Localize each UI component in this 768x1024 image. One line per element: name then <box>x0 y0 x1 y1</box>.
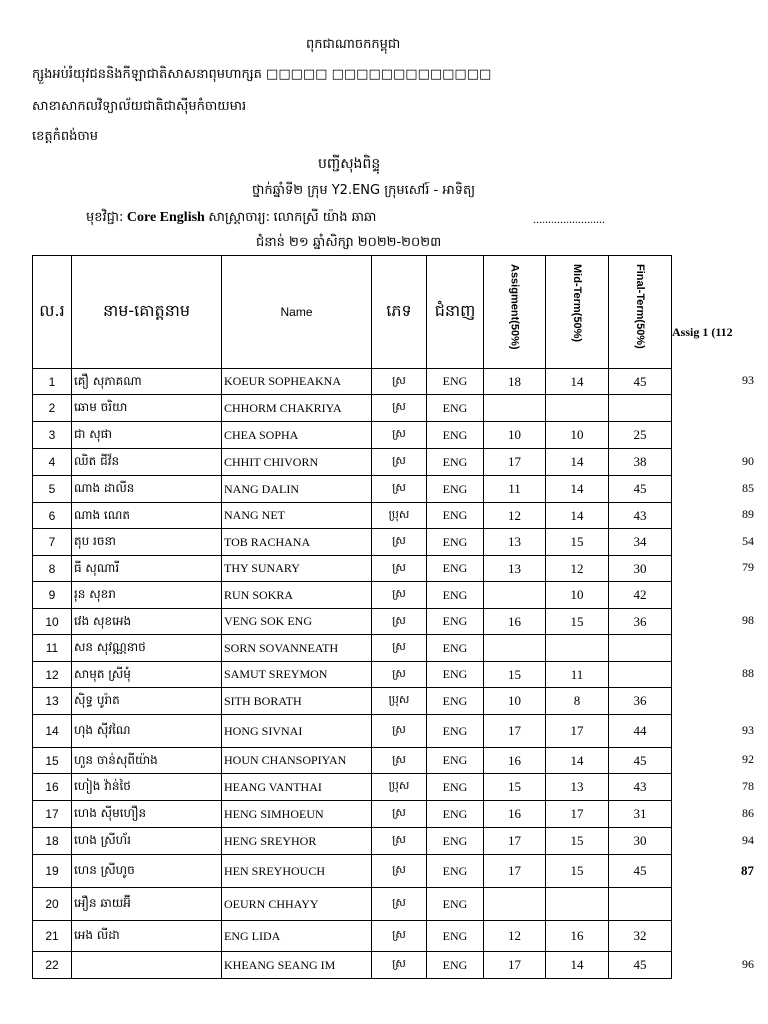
skill-cell: ENG <box>427 503 484 529</box>
skill-cell: ENG <box>427 688 484 715</box>
sex-cell: ស្រ <box>372 556 427 582</box>
academic-year-line: ជំនាន់ ២១ ឆ្នាំសិក្សា ២០២២-២០២៣ <box>256 235 442 250</box>
row-number: 7 <box>33 529 72 556</box>
table-row <box>33 828 672 855</box>
assignment-score-cell: 16 <box>484 609 546 635</box>
assig-extra-value: 88 <box>742 666 754 680</box>
assignment-score-cell: 17 <box>484 828 546 855</box>
student-name-cell: CHHORM CHAKRIYA <box>222 395 372 422</box>
khmer-name-cell: ហេង ស៊ីមហឿន <box>72 801 222 828</box>
assignment-header-label: Assigment(50%) <box>508 264 521 350</box>
midterm-score-cell: 8 <box>546 688 609 715</box>
assignment-score-cell: 13 <box>484 529 546 556</box>
table-row <box>33 888 672 921</box>
final-score-cell: 45 <box>609 748 672 774</box>
midterm-score-cell: 15 <box>546 529 609 556</box>
assignment-score-cell: 16 <box>484 748 546 774</box>
final-score-cell: 38 <box>609 449 672 476</box>
table-row <box>33 395 672 422</box>
skill-cell: ENG <box>427 582 484 609</box>
midterm-score-cell: 14 <box>546 476 609 503</box>
final-score-cell <box>609 662 672 688</box>
khmer-name-cell: ហេង ស្រីហ័រ <box>72 828 222 855</box>
skill-cell: ENG <box>427 609 484 635</box>
khmer-name-cell: ហុង ស៊ីវណៃ <box>72 715 222 748</box>
student-name-cell: SAMUT SREYMON <box>222 662 372 688</box>
sex-cell: ស្រ <box>372 422 427 449</box>
table-row <box>33 748 672 774</box>
final-score-cell: 25 <box>609 422 672 449</box>
midterm-score-cell: 12 <box>546 556 609 582</box>
dotted-line: ........................ <box>533 212 605 226</box>
final-score-cell <box>609 888 672 921</box>
assignment-score-cell: 18 <box>484 369 546 395</box>
table-row <box>33 855 672 888</box>
sex-cell: ស្រ <box>372 888 427 921</box>
row-number: 12 <box>33 662 72 688</box>
table-row <box>33 635 672 662</box>
assig-extra-value: 98 <box>742 613 754 627</box>
assignment-score-cell: 16 <box>484 801 546 828</box>
skill-cell: ENG <box>427 395 484 422</box>
student-name-cell: HENG SIMHOEUN <box>222 801 372 828</box>
student-name-cell: HENG SREYHOR <box>222 828 372 855</box>
subject-line <box>86 209 376 227</box>
row-number: 11 <box>33 635 72 662</box>
kingdom-heading: ពុកជាណាចកកម្ពុជា <box>306 37 401 52</box>
assig-extra-value: 87 <box>741 863 754 878</box>
final-score-cell: 31 <box>609 801 672 828</box>
student-name-cell: HOUN CHANSOPIYAN <box>222 748 372 774</box>
table-row <box>33 952 672 979</box>
table-row <box>33 556 672 582</box>
student-name-cell: NANG NET <box>222 503 372 529</box>
row-number: 21 <box>33 921 72 952</box>
skill-cell: ENG <box>427 952 484 979</box>
skill-cell: ENG <box>427 748 484 774</box>
sex-cell: ស្រ <box>372 609 427 635</box>
assignment-score-cell <box>484 582 546 609</box>
final-score-cell: 42 <box>609 582 672 609</box>
assig-extra-value: 94 <box>742 833 754 847</box>
assignment-score-cell <box>484 395 546 422</box>
student-name-cell: HEN SREYHOUCH <box>222 855 372 888</box>
province-heading: ខេត្តកំពង់ចាម <box>32 129 99 144</box>
assignment-score-cell: 15 <box>484 662 546 688</box>
col-midterm-header <box>546 256 609 369</box>
midterm-score-cell <box>546 395 609 422</box>
midterm-score-cell: 14 <box>546 449 609 476</box>
final-score-cell: 45 <box>609 369 672 395</box>
row-number: 20 <box>33 888 72 921</box>
assig-extra-value: 92 <box>742 752 754 766</box>
assig-extra-value: 85 <box>742 481 754 495</box>
assignment-score-cell: 10 <box>484 422 546 449</box>
sex-cell: ស្រ <box>372 715 427 748</box>
sex-cell: ស្រ <box>372 921 427 952</box>
khmer-name-cell: រុន សុខរា <box>72 582 222 609</box>
student-name-cell: HEANG VANTHAI <box>222 774 372 801</box>
midterm-score-cell: 17 <box>546 715 609 748</box>
table-row <box>33 921 672 952</box>
khmer-name-cell: ឆោម ចរិយា <box>72 395 222 422</box>
skill-cell: ENG <box>427 635 484 662</box>
table-header-row <box>33 256 672 369</box>
student-name-cell: HONG SIVNAI <box>222 715 372 748</box>
final-score-cell: 32 <box>609 921 672 952</box>
table-row <box>33 609 672 635</box>
col-skill-header: ជំនាញ <box>427 256 484 369</box>
skill-cell: ENG <box>427 715 484 748</box>
table-row <box>33 715 672 748</box>
midterm-score-cell: 15 <box>546 855 609 888</box>
assig-extra-value: 90 <box>742 454 754 468</box>
col-assignment-header <box>484 256 546 369</box>
student-name-cell: TOB RACHANA <box>222 529 372 556</box>
khmer-name-cell: សន សុវណ្ណនាថ <box>72 635 222 662</box>
row-number: 3 <box>33 422 72 449</box>
khmer-name-cell: វេង សុខអេង <box>72 609 222 635</box>
student-name-cell: NANG DALIN <box>222 476 372 503</box>
final-score-cell <box>609 395 672 422</box>
table-row <box>33 662 672 688</box>
final-score-cell: 30 <box>609 828 672 855</box>
khmer-name-cell: សាមុត ស្រីមុំ <box>72 662 222 688</box>
final-score-cell: 34 <box>609 529 672 556</box>
midterm-score-cell: 16 <box>546 921 609 952</box>
sex-cell: ស្រ <box>372 369 427 395</box>
assignment-score-cell: 17 <box>484 952 546 979</box>
final-score-cell: 43 <box>609 774 672 801</box>
khmer-name-cell: ឈិត ជីវ័ន <box>72 449 222 476</box>
assig-extra-value: 78 <box>742 779 754 793</box>
student-name-cell: VENG SOK ENG <box>222 609 372 635</box>
student-name-cell: KOEUR SOPHEAKNA <box>222 369 372 395</box>
sex-cell: ប្រុស <box>372 688 427 715</box>
assignment-score-cell <box>484 635 546 662</box>
skill-cell: ENG <box>427 449 484 476</box>
grade-table <box>32 255 672 979</box>
student-name-cell: CHHIT CHIVORN <box>222 449 372 476</box>
row-number: 18 <box>33 828 72 855</box>
university-heading: សាខាសាកលវិទ្យាល័យជាតិជាស៊ីមកំចាយមារ <box>32 99 247 114</box>
assig-extra-value: 86 <box>742 806 754 820</box>
final-score-cell: 30 <box>609 556 672 582</box>
final-header-label: Final-Term(50%) <box>634 264 646 349</box>
khmer-name-cell: តុប រចនា <box>72 529 222 556</box>
khmer-name-cell <box>72 952 222 979</box>
skill-cell: ENG <box>427 369 484 395</box>
row-number: 14 <box>33 715 72 748</box>
sex-cell: ស្រ <box>372 476 427 503</box>
document-title: បញ្ជីសុងពិន្ទុ <box>318 156 381 172</box>
khmer-name-cell: ណាង ណេត <box>72 503 222 529</box>
col-sex-header: ភេទ <box>372 256 427 369</box>
row-number: 2 <box>33 395 72 422</box>
sex-cell: ស្រ <box>372 395 427 422</box>
assig-extra-value: 93 <box>742 723 754 737</box>
row-number: 5 <box>33 476 72 503</box>
skill-cell: ENG <box>427 476 484 503</box>
final-score-cell: 44 <box>609 715 672 748</box>
sex-cell: ស្រ <box>372 635 427 662</box>
table-row <box>33 476 672 503</box>
student-name-cell: CHEA SOPHA <box>222 422 372 449</box>
assignment-score-cell: 10 <box>484 688 546 715</box>
midterm-score-cell: 13 <box>546 774 609 801</box>
subject-prefix: មុខវិជ្ជា: <box>86 210 124 225</box>
student-name-cell: RUN SOKRA <box>222 582 372 609</box>
table-row <box>33 529 672 556</box>
khmer-name-cell: ហេន ស្រីហូច <box>72 855 222 888</box>
skill-cell: ENG <box>427 774 484 801</box>
table-row <box>33 449 672 476</box>
sex-cell: ស្រ <box>372 748 427 774</box>
midterm-score-cell <box>546 635 609 662</box>
assignment-score-cell <box>484 888 546 921</box>
row-number: 17 <box>33 801 72 828</box>
sex-cell: ស្រ <box>372 662 427 688</box>
row-number: 6 <box>33 503 72 529</box>
final-score-cell <box>609 635 672 662</box>
khmer-name-cell: ស៊ិទ្ធ បូរ៉ាត <box>72 688 222 715</box>
midterm-score-cell: 14 <box>546 503 609 529</box>
khmer-name-cell: គឿ សុភាគណា <box>72 369 222 395</box>
col-no-header: ល.រ <box>33 256 72 369</box>
final-score-cell: 45 <box>609 952 672 979</box>
col-khmer-name-header: នាម-គោត្តនាម <box>72 256 222 369</box>
ministry-heading: ក្សួងអប់រំយុវជននិងកីឡាជាតិសាសនាពុមហាក្សត □□□□□ □□□□□□□□□□□□□ <box>32 67 492 82</box>
col-final-header <box>609 256 672 369</box>
skill-cell: ENG <box>427 556 484 582</box>
table-row <box>33 503 672 529</box>
midterm-score-cell: 11 <box>546 662 609 688</box>
final-score-cell: 45 <box>609 476 672 503</box>
skill-cell: ENG <box>427 662 484 688</box>
khmer-name-cell: ហៀង វ៉ាន់ថៃ <box>72 774 222 801</box>
khmer-name-cell: ជា សុផា <box>72 422 222 449</box>
table-row <box>33 688 672 715</box>
midterm-score-cell <box>546 888 609 921</box>
row-number: 10 <box>33 609 72 635</box>
skill-cell: ENG <box>427 828 484 855</box>
final-score-cell: 36 <box>609 688 672 715</box>
skill-cell: ENG <box>427 888 484 921</box>
assig-extra-header: Assig 1 (112 <box>672 325 733 339</box>
assignment-score-cell: 17 <box>484 449 546 476</box>
student-name-cell: ENG LIDA <box>222 921 372 952</box>
sex-cell: ស្រ <box>372 828 427 855</box>
khmer-name-cell: អឿន ឆាយអ៊ី <box>72 888 222 921</box>
student-name-cell: SORN SOVANNEATH <box>222 635 372 662</box>
assig-extra-value: 96 <box>742 957 754 971</box>
student-name-cell: OEURN CHHAYY <box>222 888 372 921</box>
table-body <box>33 369 672 979</box>
midterm-score-cell: 14 <box>546 952 609 979</box>
assignment-score-cell: 12 <box>484 503 546 529</box>
sex-cell: ស្រ <box>372 529 427 556</box>
skill-cell: ENG <box>427 529 484 556</box>
skill-cell: ENG <box>427 801 484 828</box>
assignment-score-cell: 11 <box>484 476 546 503</box>
table-row <box>33 801 672 828</box>
assignment-score-cell: 12 <box>484 921 546 952</box>
khmer-name-cell: ណាង ដាលីន <box>72 476 222 503</box>
subject-name: Core English <box>126 210 205 225</box>
khmer-name-cell: អេង លីដា <box>72 921 222 952</box>
table-row <box>33 422 672 449</box>
teacher-name: លោកស្រី យ៉ាង ឆាឆា <box>273 210 377 225</box>
row-number: 1 <box>33 369 72 395</box>
midterm-score-cell: 15 <box>546 609 609 635</box>
row-number: 15 <box>33 748 72 774</box>
sex-cell: ស្រ <box>372 582 427 609</box>
table-row <box>33 369 672 395</box>
sex-cell: ស្រ <box>372 449 427 476</box>
sex-cell: ប្រុស <box>372 774 427 801</box>
table-row <box>33 582 672 609</box>
assig-extra-value: 93 <box>742 373 754 387</box>
row-number: 19 <box>33 855 72 888</box>
midterm-score-cell: 15 <box>546 828 609 855</box>
final-score-cell: 36 <box>609 609 672 635</box>
assig-extra-value: 89 <box>742 507 754 521</box>
row-number: 16 <box>33 774 72 801</box>
khmer-name-cell: ធី សុណារី <box>72 556 222 582</box>
midterm-score-cell: 14 <box>546 748 609 774</box>
skill-cell: ENG <box>427 855 484 888</box>
assig-extra-value: 54 <box>742 534 754 548</box>
table-row <box>33 774 672 801</box>
row-number: 22 <box>33 952 72 979</box>
assignment-score-cell: 13 <box>484 556 546 582</box>
sex-cell: ប្រុស <box>372 503 427 529</box>
skill-cell: ENG <box>427 422 484 449</box>
skill-cell: ENG <box>427 921 484 952</box>
row-number: 8 <box>33 556 72 582</box>
assignment-score-cell: 17 <box>484 855 546 888</box>
midterm-score-cell: 10 <box>546 582 609 609</box>
final-score-cell: 45 <box>609 855 672 888</box>
assignment-score-cell: 15 <box>484 774 546 801</box>
teacher-prefix: សាស្ត្រាចារ្យ: <box>208 210 270 225</box>
class-info: ថ្នាក់ឆ្នាំទី២ ក្រុម Y2.ENG ក្រុមសៅរ៍ - អាទិត្យ <box>252 183 476 198</box>
assignment-score-cell: 17 <box>484 715 546 748</box>
sex-cell: ស្រ <box>372 801 427 828</box>
student-name-cell: SITH BORATH <box>222 688 372 715</box>
khmer-name-cell: ហួន ចាន់សុពីយ៉ាង <box>72 748 222 774</box>
row-number: 9 <box>33 582 72 609</box>
midterm-score-cell: 14 <box>546 369 609 395</box>
student-name-cell: THY SUNARY <box>222 556 372 582</box>
midterm-header-label: Mid-Term(50%) <box>571 264 583 343</box>
student-name-cell: KHEANG SEANG IM <box>222 952 372 979</box>
midterm-score-cell: 17 <box>546 801 609 828</box>
final-score-cell: 43 <box>609 503 672 529</box>
row-number: 13 <box>33 688 72 715</box>
col-name-header: Name <box>222 256 372 369</box>
sex-cell: ស្រ <box>372 855 427 888</box>
midterm-score-cell: 10 <box>546 422 609 449</box>
sex-cell: ស្រ <box>372 952 427 979</box>
row-number: 4 <box>33 449 72 476</box>
assig-extra-value: 79 <box>742 560 754 574</box>
